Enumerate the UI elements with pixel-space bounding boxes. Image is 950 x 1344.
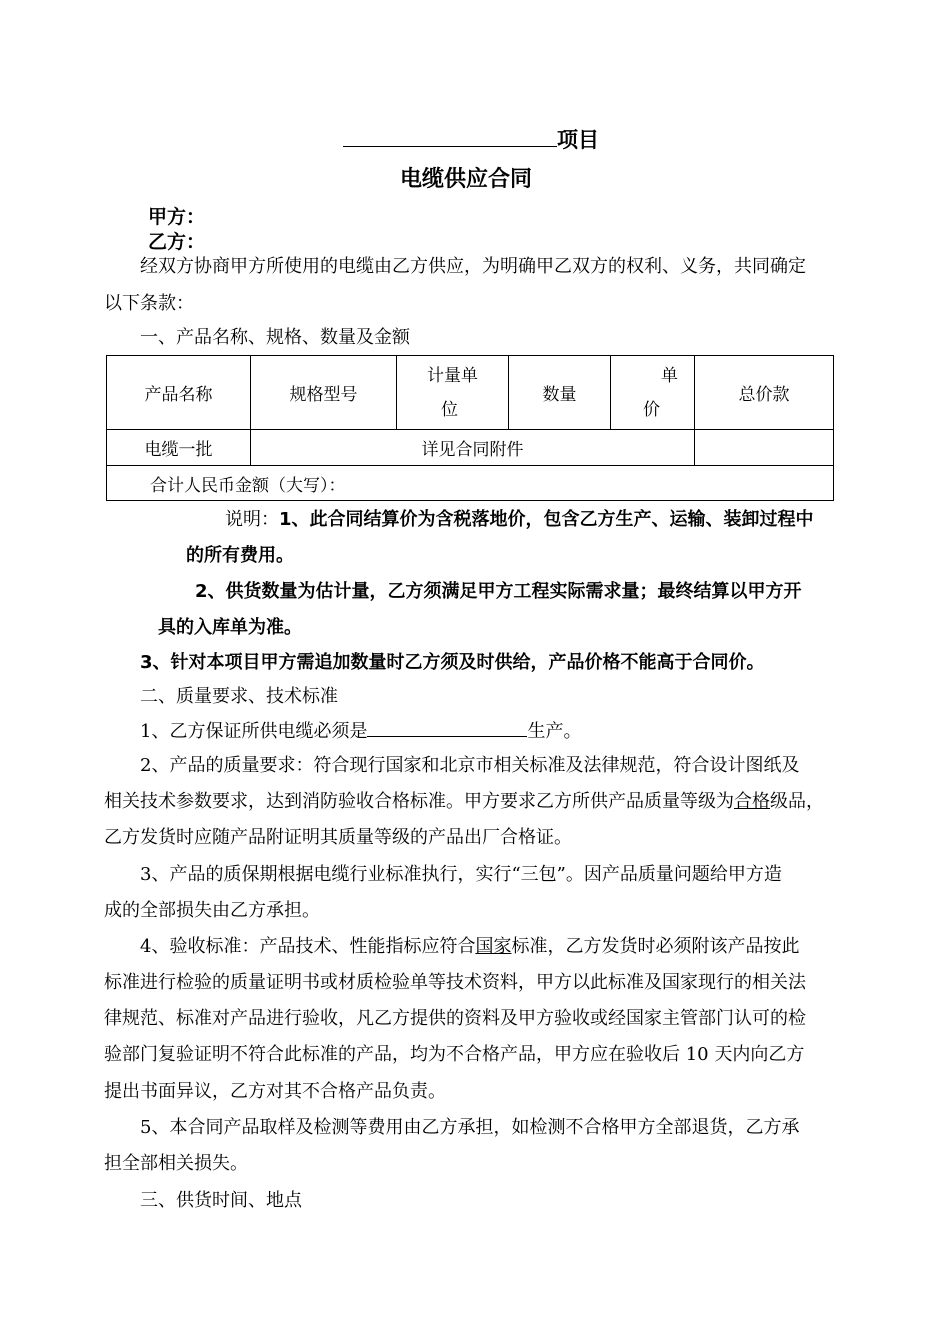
clause-2-4-line-4: 验部门复验证明不符合此标准的产品，均为不合格产品，甲方应在验收后 10 天内向乙方	[104, 1044, 805, 1065]
cell-product-detail: 详见合同附件	[251, 430, 695, 466]
clause-2-1-post: 生产。	[527, 721, 582, 742]
note-2-line-1: 2、供货数量为估计量，乙方须满足甲方工程实际需求量；最终结算以甲方开	[195, 581, 802, 602]
note-1-line-1	[225, 505, 814, 531]
notes-label: 说明：	[225, 509, 279, 530]
clause-2-3-line-2: 成的全部损失由乙方承担。	[104, 900, 320, 921]
clause-2-2-post: 级品，	[770, 791, 824, 812]
note-2-line-2: 具的入库单为准。	[158, 617, 302, 638]
party-a-label: 甲方：	[148, 206, 206, 228]
manufacturer-blank[interactable]	[367, 716, 527, 737]
table-sum-row	[107, 466, 834, 501]
cell-product-total[interactable]	[695, 430, 834, 466]
note-1-line-2: 的所有费用。	[186, 545, 294, 566]
section-3-heading: 三、供货时间、地点	[140, 1190, 302, 1211]
project-name-blank[interactable]	[343, 126, 557, 147]
header-total: 总价款	[695, 356, 834, 430]
note-3: 3、针对本项目甲方需追加数量时乙方须及时供给，产品价格不能高于合同价。	[140, 652, 765, 673]
quality-grade: 合格	[734, 791, 770, 812]
section-2-heading: 二、质量要求、技术标准	[140, 686, 338, 707]
header-unit-line2: 位	[441, 399, 458, 420]
intro-line-1: 经双方协商甲方所使用的电缆由乙方供应，为明确甲乙双方的权利、义务，共同确定	[140, 256, 806, 277]
clause-2-4-pre: 4、验收标准：产品技术、性能指标应符合	[140, 936, 476, 957]
clause-2-4-line-1	[140, 932, 799, 958]
project-suffix: 项目	[557, 128, 599, 152]
note-1-text: 1、此合同结算价为含税落地价，包含乙方生产、运输、装卸过程中	[279, 509, 814, 530]
clause-2-4-line-5: 提出书面异议，乙方对其不合格产品负责。	[104, 1081, 446, 1102]
header-price-line2: 价	[643, 399, 660, 420]
header-name: 产品名称	[107, 356, 251, 430]
clause-2-4-post: 标准，乙方发货时必须附该产品按此	[511, 936, 800, 957]
contract-title: 电缆供应合同	[400, 167, 533, 192]
clause-2-2-line-1: 2、产品的质量要求：符合现行国家和北京市相关标准及法律规范，符合设计图纸及	[140, 755, 800, 776]
cell-sum-amount[interactable]: 合计人民币金额（大写）：	[107, 466, 834, 501]
standard-level: 国家	[475, 936, 512, 957]
clause-2-4-line-2: 标准进行检验的质量证明书或材质检验单等技术资料，甲方以此标准及国家现行的相关法	[104, 972, 806, 993]
product-table	[106, 355, 834, 501]
clause-2-3-line-1: 3、产品的质保期根据电缆行业标准执行，实行“三包”。因产品质量问题给甲方造	[140, 864, 782, 885]
clause-2-1-pre: 1、乙方保证所供电缆必须是	[140, 721, 368, 742]
project-title	[343, 124, 599, 154]
clause-2-2-line-2	[104, 787, 824, 813]
clause-2-5-line-1: 5、本合同产品取样及检测等费用由乙方承担，如检测不合格甲方全部退货，乙方承	[140, 1117, 800, 1138]
clause-2-2-pre: 相关技术参数要求，达到消防验收合格标准。甲方要求乙方所供产品质量等级为	[104, 791, 734, 812]
header-unit-line1: 计量单	[427, 365, 478, 386]
table-header-row	[107, 356, 834, 430]
header-price	[611, 356, 695, 430]
clause-2-2-line-3: 乙方发货时应随产品附证明其质量等级的产品出厂合格证。	[104, 827, 572, 848]
header-unit	[397, 356, 509, 430]
header-qty: 数量	[509, 356, 611, 430]
clause-2-1	[140, 716, 581, 743]
table-row	[107, 430, 834, 466]
header-price-line1: 单	[661, 365, 678, 386]
clause-2-4-line-3: 律规范、标准对产品进行验收，凡乙方提供的资料及甲方验收或经国家主管部门认可的检	[104, 1008, 806, 1029]
header-spec: 规格型号	[251, 356, 397, 430]
section-1-heading: 一、产品名称、规格、数量及金额	[140, 327, 410, 348]
clause-2-5-line-2: 担全部相关损失。	[104, 1153, 248, 1174]
cell-product-name: 电缆一批	[107, 430, 251, 466]
intro-line-2: 以下条款：	[104, 293, 194, 314]
party-b-label: 乙方：	[148, 231, 206, 253]
